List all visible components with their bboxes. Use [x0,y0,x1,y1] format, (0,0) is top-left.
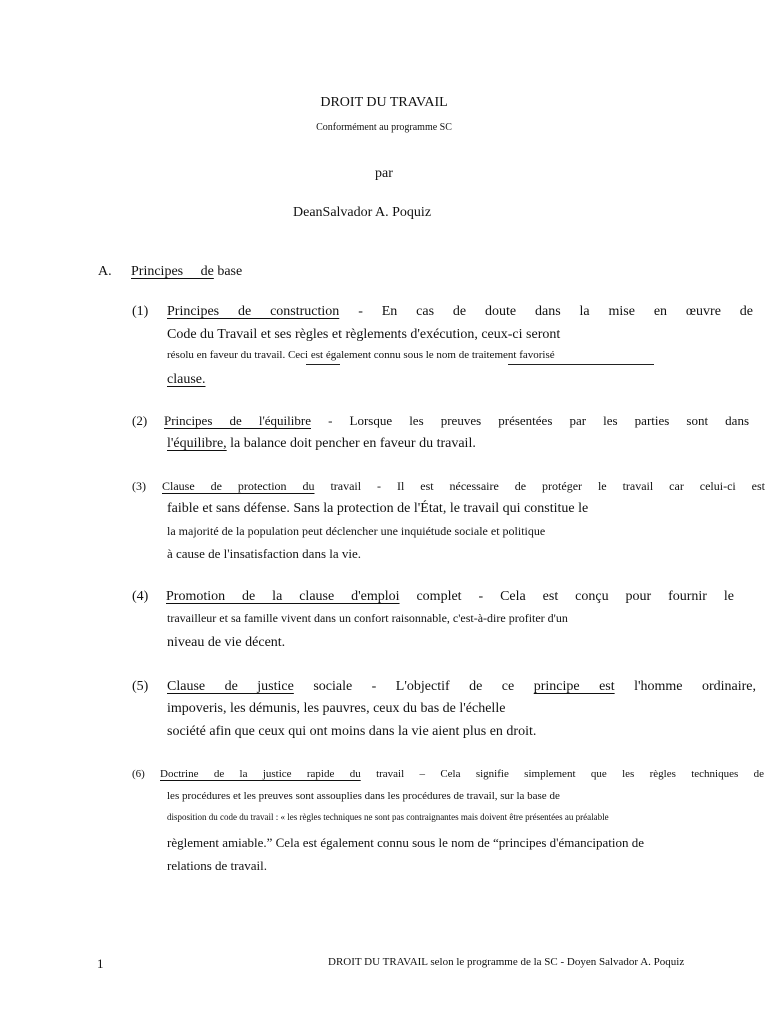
section-title-rest: base [217,264,243,279]
item-3-line-3: la majorité de la population peut déclencher une inquiétude sociale et politique [167,524,546,538]
section-title-underlined: Principes de [131,264,214,279]
running-footer: DROIT DU TRAVAIL selon le programme de la SC - Doyen Salvador A. Poquiz [328,956,685,968]
item-1-line-2: Code du Travail et ses règles et règlements d'exécution, ceux-ci seront [167,327,561,342]
section-label: A. [98,264,112,279]
item-4-line-3: niveau de vie décent. [167,635,286,650]
item-text: la balance doit pencher en faveur du travail. [230,436,476,451]
item-underlined-word: l'équilibre, [167,436,227,451]
item-3-line-4: à cause de l'insatisfaction dans la vie. [167,546,362,561]
item-2-line-2 [167,436,476,452]
item-text: - En cas de doute dans la mise en œuvre de [358,304,754,319]
item-heading: Clause de protection du [162,479,315,493]
item-6-line-5: relations de travail. [167,858,267,873]
item-5-line-2: impoveris, les démunis, les pauvres, ceux du bas de l'échelle [167,701,506,716]
underline-mark [508,364,654,365]
item-6-line-2: les procédures et les preuves sont assouplies dans les procédures de travail, sur la base de [167,790,560,802]
item-6-line-4: règlement amiable.” Cela est également connu sous le nom de “principes d'émancipation de [167,835,645,850]
item-1-line-4: clause. [167,372,206,387]
item-text: travail – Cela signifie simplement que les règles techniques de [376,768,764,780]
item-heading: Principes de construction [167,304,340,319]
item-1-line-3: résolu en faveur du travail. Ceci est également connu sous le nom de traitement favorisé [167,349,555,361]
item-heading: Promotion de la clause d'emploi [166,589,400,604]
item-text: l'homme ordinaire, [634,679,757,694]
author-name: DeanSalvador A. Poquiz [293,205,432,220]
item-text: complet - Cela est conçu pour fournir le [416,589,734,604]
item-6-line-1 [160,768,764,780]
item-4-line-1 [166,589,734,605]
page-number: 1 [97,956,104,971]
item-2-line-1 [164,413,749,429]
item-3-line-1 [162,479,765,494]
item-text: travail - Il est nécessaire de protéger le travail car celui-ci est [330,479,766,493]
item-6-line-3: disposition du code du travail : « les règles techniques ne sont pas contraignantes mais doivent être présentées au préalable [167,812,609,822]
item-text: - Lorsque les preuves présentées par les parties sont dans [328,413,750,428]
section-title [131,264,242,280]
item-underlined-phrase: principe est [533,679,615,694]
item-number: (1) [132,304,149,319]
item-heading: Clause de justice [167,679,294,694]
item-3-line-2: faible et sans défense. Sans la protection de l'État, le travail qui constitue le [167,501,589,516]
item-5-line-1 [167,679,756,695]
item-heading: Principes de l'équilibre [164,413,311,428]
item-number: (5) [132,679,149,694]
item-text: sociale - L'objectif de ce [313,679,515,694]
item-5-line-3: société afin que ceux qui ont moins dans la vie aient plus en droit. [167,724,537,739]
item-4-line-2: travailleur et sa famille vivent dans un confort raisonnable, c'est-à-dire profiter d'un [167,611,568,625]
item-number: (4) [132,589,149,604]
item-number: (3) [132,479,146,493]
item-1-line-1 [167,304,753,320]
underline-mark [306,364,340,365]
byline-par: par [375,166,393,181]
document-subtitle: Conformément au programme SC [316,122,452,133]
item-number: (6) [132,768,145,780]
document-title: DROIT DU TRAVAIL [320,95,448,110]
item-heading: Doctrine de la justice rapide du [160,768,361,780]
item-number: (2) [132,413,148,428]
